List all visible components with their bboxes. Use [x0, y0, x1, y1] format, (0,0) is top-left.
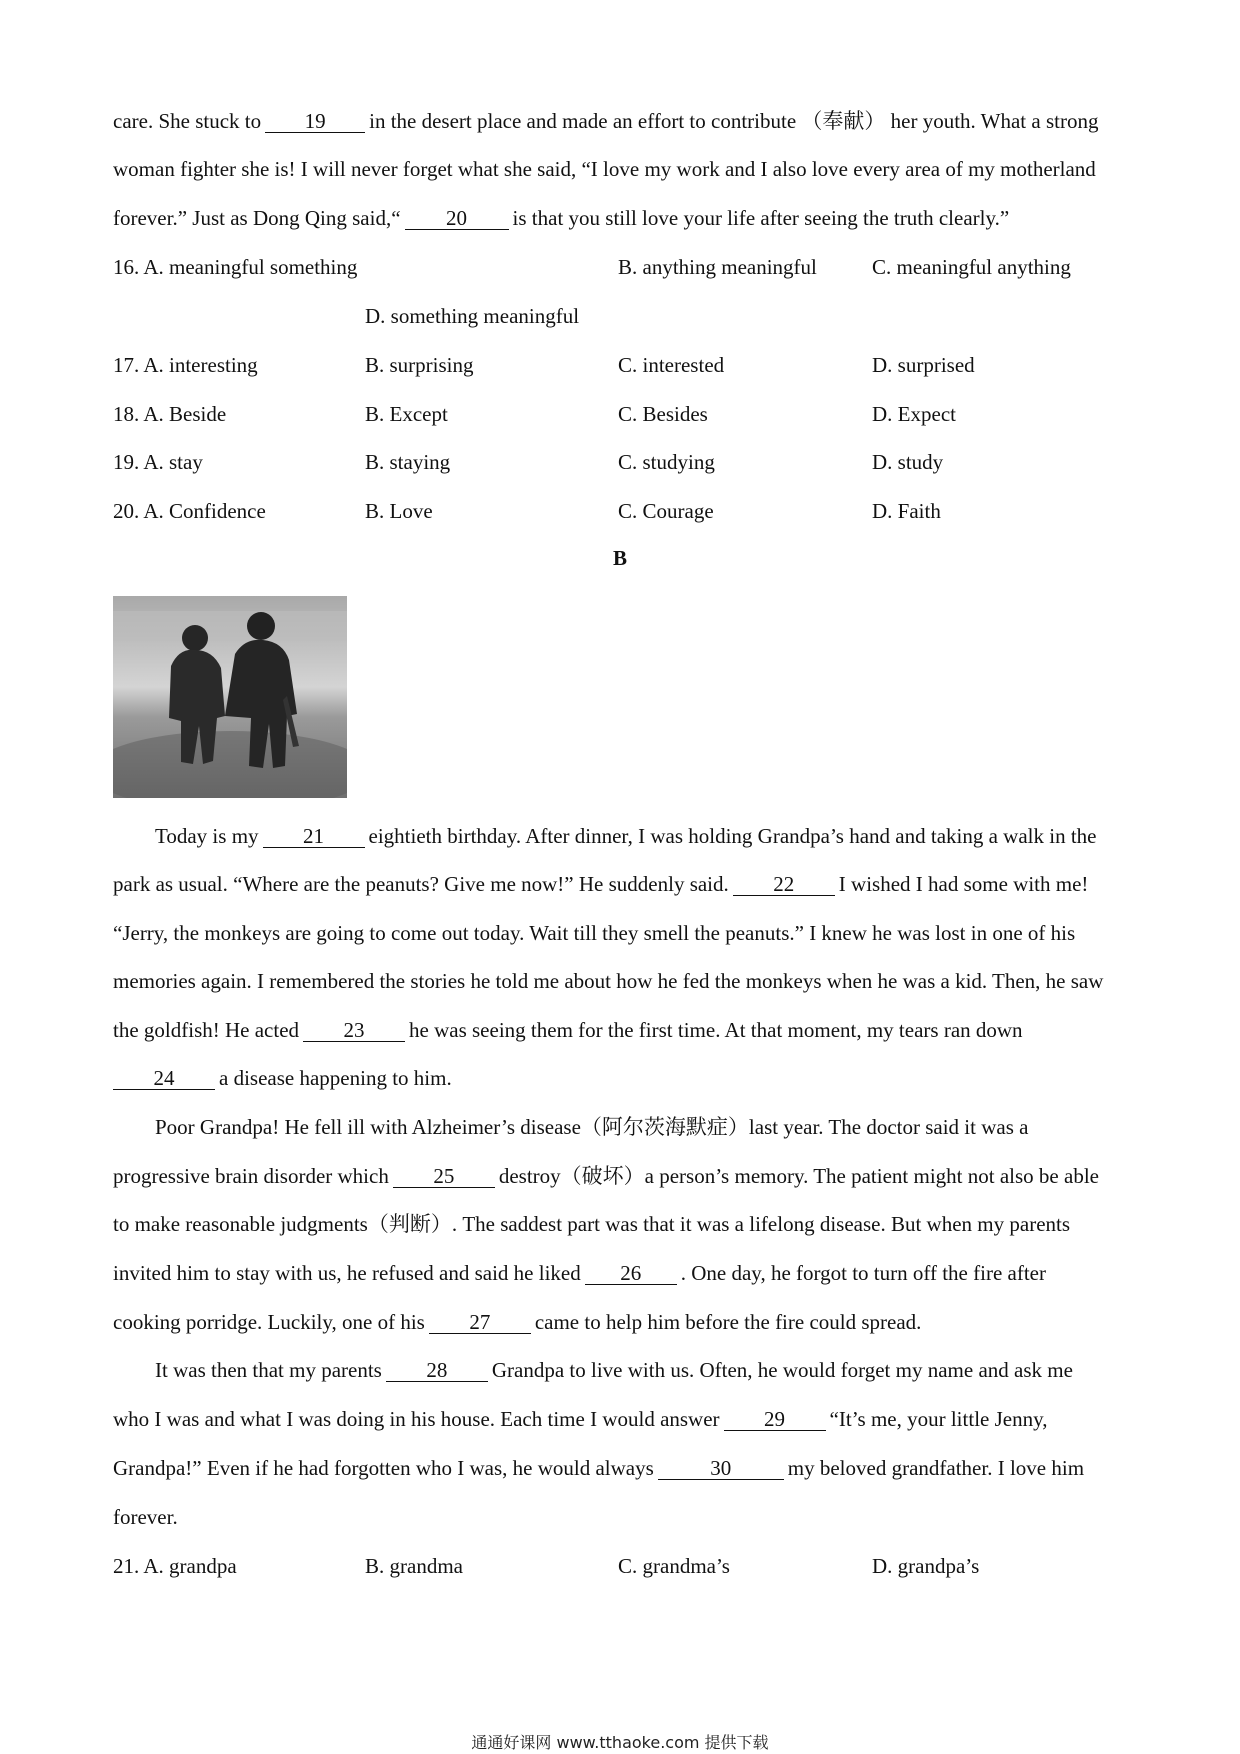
passage-b-p1-line-1: Today is my 21 eightieth birthday. After dinner, I was holding Grandpa’s hand and taking a walk in the	[155, 824, 1097, 848]
q20-option-d: D. Faith	[872, 499, 941, 523]
passage-a-line-1	[113, 107, 1098, 135]
q18-option-c: C. Besides	[618, 402, 708, 426]
passage-b-p2-line-5: cooking porridge. Luckily, one of his 27 came to help him before the fire could spread.	[113, 1310, 922, 1334]
q21-option-d: D. grandpa’s	[872, 1554, 980, 1578]
blank-23: 23	[303, 1019, 405, 1042]
passage-b-p1-line-3: “Jerry, the monkeys are going to come out today. Wait till they smell the peanuts.” I knew he was lost in one of his	[113, 921, 1076, 945]
text: woman fighter she is! I will never forget what she said, “I love my work and I also love every area of my motherland	[113, 157, 1096, 181]
q21-option-c: C. grandma’s	[618, 1554, 730, 1578]
passage-b-p2-line-4: invited him to stay with us, he refused and said he liked 26 . One day, he forgot to turn off the fire after	[113, 1261, 1046, 1285]
q21-option-a: 21. A. grandpa	[113, 1554, 237, 1578]
passage-b-p1-line-5: the goldfish! He acted 23 he was seeing them for the first time. At that moment, my tears ran down	[113, 1018, 1023, 1042]
footer-source: 通通好课网 www.tthaoke.com 提供下载	[471, 1733, 769, 1752]
text: care. She stuck to	[113, 109, 262, 133]
blank-26: 26	[585, 1262, 677, 1285]
text: is that you still love your life after seeing the truth clearly.”	[512, 206, 1010, 230]
q21-option-b: B. grandma	[365, 1554, 463, 1578]
q19-option-a: 19. A. stay	[113, 450, 203, 474]
passage-b-p3-line-4: forever.	[113, 1505, 178, 1529]
passage-a-line-2	[113, 155, 1096, 183]
blank-27: 27	[429, 1311, 531, 1334]
q16-option-a: 16. A. meaningful something	[113, 255, 358, 279]
blank-29: 29	[724, 1408, 826, 1431]
text: forever.” Just as Dong Qing said,“	[113, 206, 401, 230]
blank-30: 30	[658, 1457, 784, 1480]
blank-21: 21	[263, 825, 365, 848]
q17-option-d: D. surprised	[872, 353, 975, 377]
q17-option-b: B. surprising	[365, 353, 474, 377]
blank-number: 19	[304, 109, 326, 133]
blank-22: 22	[733, 873, 835, 896]
q17-option-c: C. interested	[618, 353, 725, 377]
q19-option-b: B. staying	[365, 450, 451, 474]
passage-b-p2-line-1: Poor Grandpa! He fell ill with Alzheimer’s disease（阿尔茨海默症）last year. The doctor said it was a	[155, 1115, 1029, 1139]
q16-option-c: C. meaningful anything	[872, 255, 1071, 279]
q17-option-a: 17. A. interesting	[113, 353, 258, 377]
passage-b-p1-line-4: memories again. I remembered the stories he told me about how he fed the monkeys when he was a kid. Then, he saw	[113, 969, 1104, 993]
passage-b-p3-line-1: It was then that my parents 28 Grandpa to live with us. Often, he would forget my name and ask me	[155, 1358, 1073, 1382]
passage-b-p1-line-6: 24 a disease happening to him.	[113, 1064, 452, 1092]
q20-option-b: B. Love	[365, 499, 433, 523]
blank-19	[265, 110, 365, 133]
grandpa-walk-photo	[113, 596, 347, 798]
q16-option-d: D. something meaningful	[365, 304, 580, 328]
passage-b-p2-line-3: to make reasonable judgments（判断）. The saddest part was that it was a lifelong disease. But when my parents	[113, 1212, 1071, 1236]
passage-b-p1-line-2: park as usual. “Where are the peanuts? Give me now!” He suddenly said. 22 I wished I had some with me!	[113, 872, 1089, 896]
blank-25: 25	[393, 1165, 495, 1188]
blank-number: 20	[446, 206, 468, 230]
passage-b-p3-line-3: Grandpa!” Even if he had forgotten who I was, he would always 30 my beloved grandfather. I love him	[113, 1456, 1085, 1480]
q18-option-b: B. Except	[365, 402, 448, 426]
blank-28: 28	[386, 1359, 488, 1382]
passage-b-p3-line-2: who I was and what I was doing in his house. Each time I would answer 29 “It’s me, your little Jenny,	[113, 1407, 1048, 1431]
q16-option-b: B. anything meaningful	[618, 255, 817, 279]
q19-option-d: D. study	[872, 450, 944, 474]
blank-24: 24	[113, 1067, 215, 1090]
section-b-title: B	[612, 546, 627, 570]
text: in the desert place and made an effort to contribute （奉献） her youth. What a strong	[369, 109, 1099, 133]
blank-20	[405, 207, 509, 230]
q18-option-a: 18. A. Beside	[113, 402, 227, 426]
q20-option-a: 20. A. Confidence	[113, 499, 266, 523]
passage-a-line-3	[113, 204, 1009, 232]
q18-option-d: D. Expect	[872, 402, 956, 426]
q20-option-c: C. Courage	[618, 499, 714, 523]
passage-b-p2-line-2: progressive brain disorder which 25 destroy（破坏）a person’s memory. The patient might not also be able	[113, 1164, 1099, 1188]
q19-option-c: C. studying	[618, 450, 715, 474]
